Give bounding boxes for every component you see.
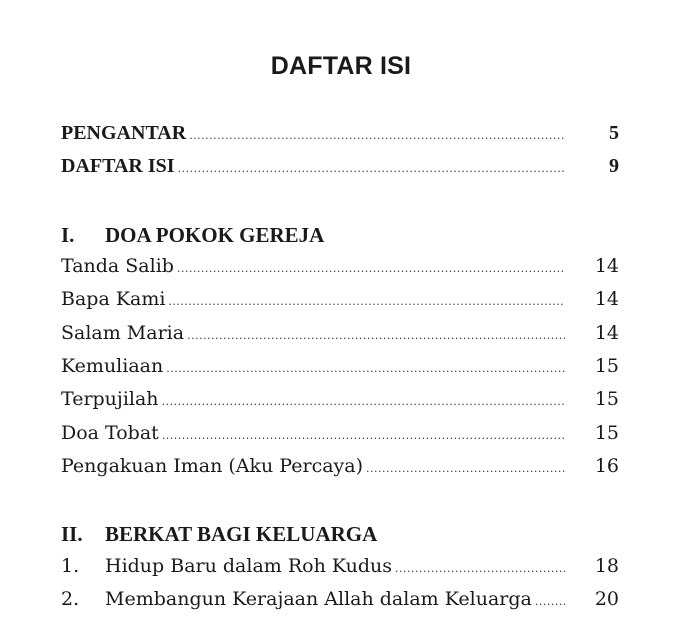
- toc-entry: [61, 255, 619, 283]
- section-number: I.: [61, 223, 75, 247]
- toc-entry-number: 2.: [61, 588, 80, 610]
- toc-entry-page: 16: [594, 455, 619, 477]
- toc-entry: [61, 388, 619, 416]
- toc-entry-page: 14: [594, 255, 619, 277]
- toc-entry-label: Terpujilah: [61, 388, 159, 410]
- toc-entry: [61, 455, 619, 483]
- section-heading-2: [61, 522, 377, 547]
- dot-leader: [177, 262, 565, 275]
- toc-entry-label: Salam Maria: [61, 322, 185, 344]
- toc-entry-pengantar: [61, 122, 619, 150]
- toc-entry-page: 14: [594, 322, 619, 344]
- toc-entry-label: Pengakuan Iman (Aku Percaya): [61, 455, 364, 477]
- toc-entry-label: Membangun Kerajaan Allah dalam Keluarga: [105, 588, 532, 610]
- toc-entry-page: 5: [609, 122, 619, 144]
- dot-leader: [535, 595, 565, 608]
- section-number: II.: [61, 522, 83, 546]
- toc-entry-page: 15: [594, 355, 619, 377]
- dot-leader: [395, 562, 565, 575]
- toc-entry: [61, 555, 619, 583]
- section-heading-1: [61, 223, 324, 248]
- dot-leader: [187, 329, 565, 342]
- page-title: DAFTAR ISI: [270, 52, 412, 80]
- toc-entry-page: 20: [594, 588, 619, 610]
- dot-leader: [162, 429, 565, 442]
- dot-leader: [178, 162, 565, 175]
- toc-entry: [61, 355, 619, 383]
- dot-leader: [366, 462, 565, 475]
- section-title: DOA POKOK GEREJA: [105, 223, 325, 247]
- toc-entry-page: 15: [594, 422, 619, 444]
- toc-entry-label: PENGANTAR: [61, 122, 187, 144]
- toc-entry-page: 14: [594, 288, 619, 310]
- toc-entry-page: 9: [609, 155, 619, 177]
- toc-entry-label: Tanda Salib: [61, 255, 174, 277]
- dot-leader: [168, 295, 565, 308]
- toc-entry: [61, 322, 619, 350]
- dot-leader: [166, 362, 565, 375]
- toc-entry-daftar-isi: [61, 155, 619, 183]
- toc-entry-page: 15: [594, 388, 619, 410]
- toc-entry: [61, 422, 619, 450]
- toc-entry-label: Bapa Kami: [61, 288, 166, 310]
- toc-entry-label: Kemuliaan: [61, 355, 164, 377]
- dot-leader: [162, 395, 565, 408]
- toc-entry-number: 1.: [61, 555, 80, 577]
- toc-entry-label: Hidup Baru dalam Roh Kudus: [105, 555, 393, 577]
- toc-entry: [61, 288, 619, 316]
- toc-entry-page: 18: [594, 555, 619, 577]
- toc-entry-label: DAFTAR ISI: [61, 155, 175, 177]
- toc-entry: [61, 588, 619, 616]
- toc-entry-label: Doa Tobat: [61, 422, 159, 444]
- dot-leader: [189, 129, 565, 142]
- section-title: BERKAT BAGI KELUARGA: [105, 522, 378, 546]
